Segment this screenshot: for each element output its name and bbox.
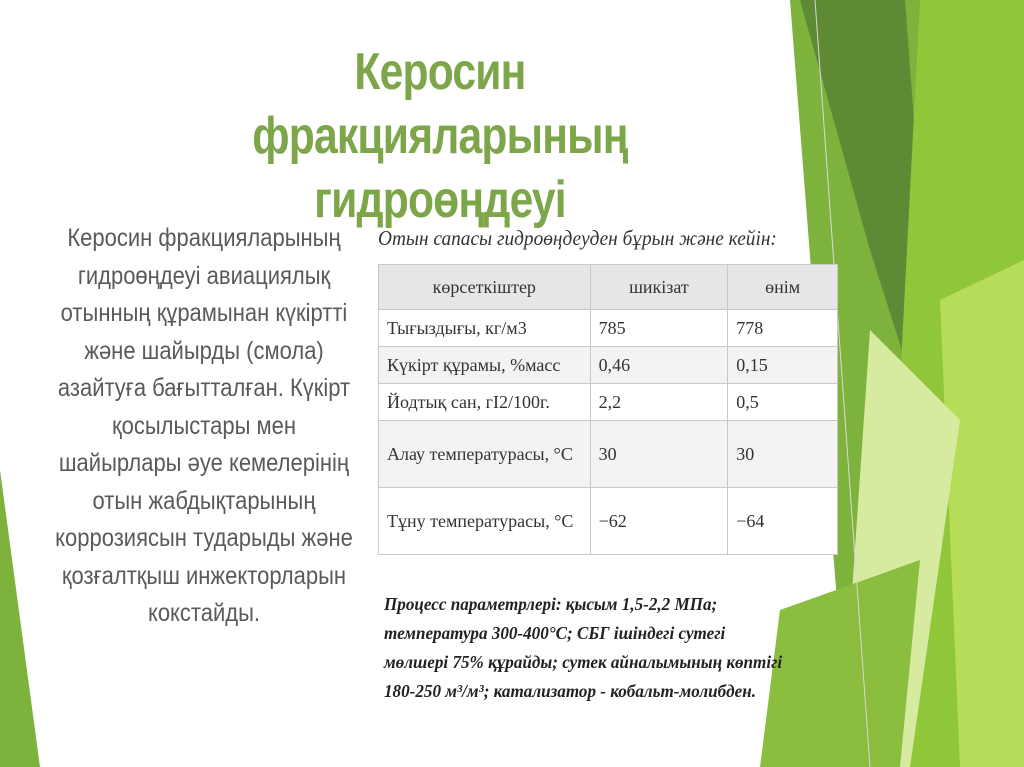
table-cell: Күкірт құрамы, %масс xyxy=(379,347,591,384)
column-header: шикізат xyxy=(590,265,728,310)
table-cell: 0,46 xyxy=(590,347,728,384)
table-row xyxy=(379,421,838,488)
table-cell: Тығыздығы, кг/м3 xyxy=(379,310,591,347)
table-cell: 30 xyxy=(590,421,728,488)
title-line-2: гидроөңдеуі xyxy=(314,171,566,229)
decor-shape-left-green xyxy=(0,470,40,767)
column-header: өнім xyxy=(728,265,838,310)
decor-shape-mid-lower xyxy=(760,560,920,767)
process-parameters-text: Процесс параметрлері: қысым 1,5-2,2 МПа; температура 300-400°С; СБГ ішіндегі сутегі мөлшері 75% құрайды; сутек айналымының көптігі 180-250 м³/м³; катализатор - кобальт-молибден. xyxy=(384,594,783,701)
table-cell: Тұну температурасы, °С xyxy=(379,488,591,555)
fuel-quality-table xyxy=(378,264,838,555)
table-cell: 0,5 xyxy=(728,384,838,421)
description-text: Керосин фракцияларының гидроөңдеуі авиациялық отынның құрамынан күкіртті және шайырды (смола) азайтуға бағытталған. Күкірт қосылыстары мен шайырлары әуе кемелерінің отын жабдықтарының коррозиясын тударыды және қозғалтқыш инжекторларын кокстайды. xyxy=(55,224,353,627)
table-cell: Алау температурасы, °С xyxy=(379,421,591,488)
table-caption: Отын сапасы гидроөңдеуден бұрын және кейін: xyxy=(378,226,777,250)
table-row xyxy=(379,384,838,421)
table-cell: Йодтық сан, гІ2/100г. xyxy=(379,384,591,421)
table-cell: −62 xyxy=(590,488,728,555)
column-header: көрсеткіштер xyxy=(379,265,591,310)
table-header-row xyxy=(379,265,838,310)
table-cell: −64 xyxy=(728,488,838,555)
table-cell: 0,15 xyxy=(728,347,838,384)
table-cell: 2,2 xyxy=(590,384,728,421)
table-row xyxy=(379,347,838,384)
table-row xyxy=(379,488,838,555)
table-cell: 785 xyxy=(590,310,728,347)
slide-title xyxy=(161,40,719,232)
table-cell: 778 xyxy=(728,310,838,347)
table-cell: 30 xyxy=(728,421,838,488)
table-row xyxy=(379,310,838,347)
title-line-1: Керосин фракцияларының xyxy=(252,43,628,165)
